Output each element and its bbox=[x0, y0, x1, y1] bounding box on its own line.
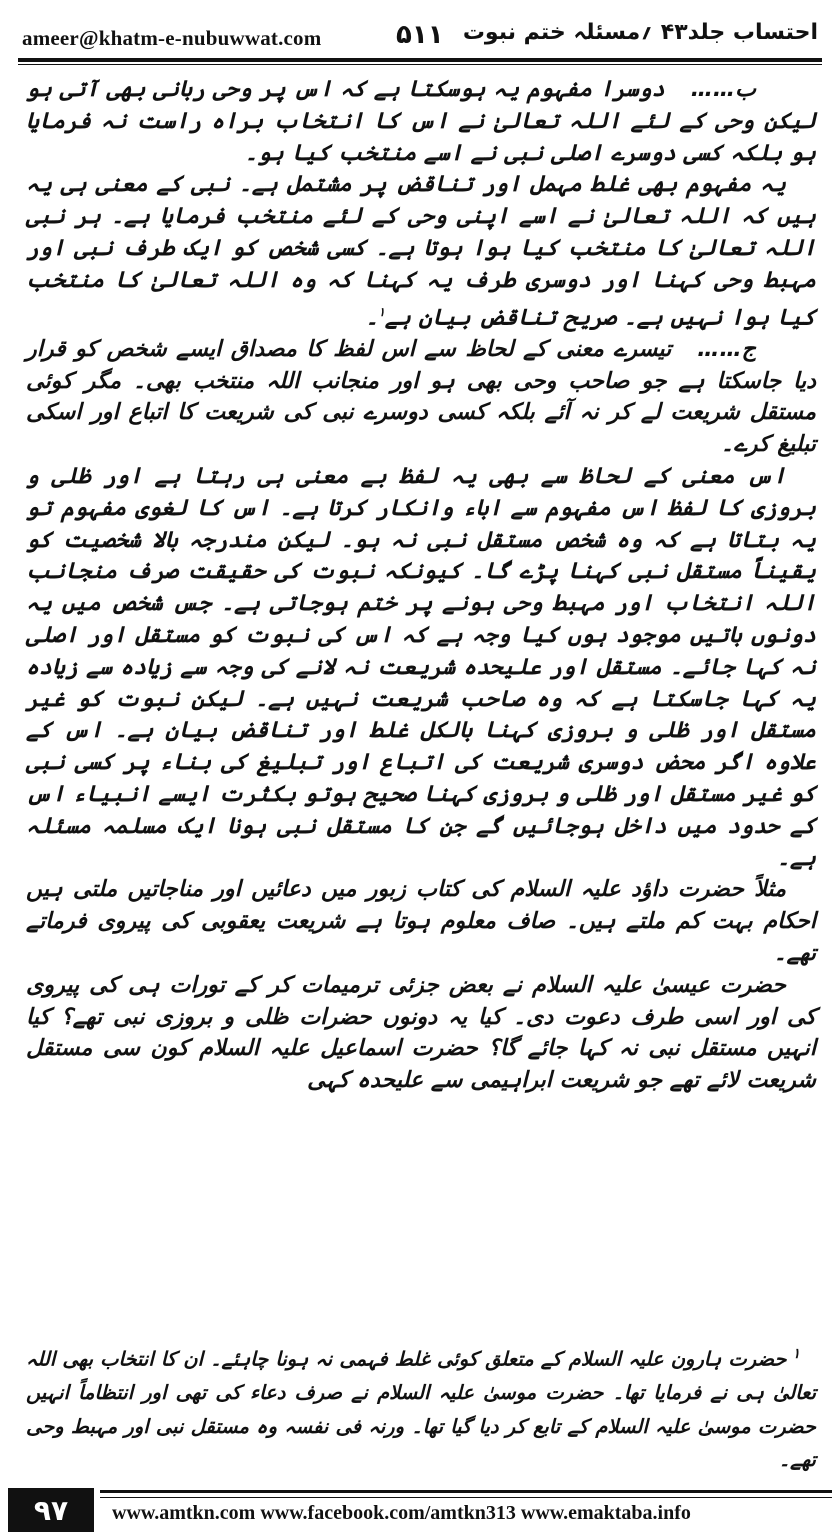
paragraph-text: اس معنی کے لحاظ سے بھی یہ لفظ بے معنی ہی رہتا ہے اور ظلی و بروزی کا لفظ اس مفہوم سے اباء وانکار کرتا ہے۔ اس کا لغوی مفہوم تو یہ بتاتا ہے کہ وہ شخص مستقل نبی نہ ہو۔ لیکن مندرجہ بالا شخصیت کو یقیناً مستقل نبی کہنا پڑے گا۔ کیونکہ نبوت کی حقیقت صرف منجانب اللہ انتخاب اور مہبط وحی ہونے پر ختم ہوجاتی ہے۔ جس شخص میں یہ دونوں باتیں موجود ہوں کیا وجہ ہے کہ اس کی نبوت کو مستقل اور اصلی نہ کہا جائے۔ مستقل اور علیحدہ شریعت نہ لانے کی وجہ سے زیادہ سے زیادہ یہ کہا جاسکتا ہے کہ وہ صاحب شریعت نہیں ہے۔ لیکن نبوت کو غیر مستقل اور ظلی و بروزی کہنا بالکل غلط اور تناقض بیان ہے۔ اس کے علاوہ اگر محض دوسری شریعت کی اتباع اور تبلیغ کی بناء پر کسی نبی کو غیر مستقل اور ظلی و بروزی کہنا صحیح ہوتو بکثرت ایسے انبیاء اس کے حدود میں داخل ہوجائیں گے جن کا مستقل نبی ہونا ایک مسلمہ مسئلہ ہے۔ bbox=[26, 462, 816, 871]
footnote-text: حضرت ہارون علیہ السلام کے متعلق کوئی غلط فہمی نہ ہونا چاہئے۔ ان کا انتخاب بھی اللہ تعالیٰ ہی نے فرمایا تھا۔ حضرت موسیٰ علیہ السلام نے صرف دعاء کی تھی اور انتظاماً انہیں حضرت موسیٰ علیہ السلام کے تابع کر دیا گیا تھا۔ ورنہ فی نفسہ وہ مستقل نبی اور مہبط وحی تھے۔ bbox=[26, 1347, 816, 1471]
paragraph: یہ مفہوم بھی غلط مہمل اور تناقض پر مشتمل ہے۔ نبی کے معنی ہی یہ ہیں کہ اللہ تعالیٰ نے اسے اپنی وحی کے لئے منتخب فرمایا ہے۔ ہر نبی اللہ تعالیٰ کا منتخب کیا ہوا ہوتا ہے۔ کسی شخص کو ایک طرف نبی اور مہبط وحی کہنا اور دوسری طرف یہ کہنا کہ وہ اللہ تعالیٰ کا منتخب کیا ہوا نہیں ہے۔ صریح تناقض بیان ہے$^۱$۔ bbox=[26, 171, 816, 330]
paragraph-text: حضرت عیسیٰ علیہ السلام نے بعض جزئی ترمیمات کر کے تورات ہی کی پیروی کی اور اسی طرف دعوت دی۔ کیا یہ دونوں حضرات ظلی و بروزی نبی تھے؟ کیا انہیں مستقل نبی نہ کہا جائے گا؟ حضرت اسماعیل علیہ السلام کون سی مستقل شریعت لائے تھے جو شریعت ابراہیمی سے علیحدہ کہی bbox=[26, 971, 816, 1094]
paragraph bbox=[26, 461, 816, 874]
paragraph-text: دوسرا مفہوم یہ ہوسکتا ہے کہ اس پر وحی ربانی بھی آتی ہو لیکن وحی کے لئے اللہ تعالیٰ نے اس کا انتخاب براہ راست نہ فرمایا ہو بلکہ کسی دوسرے اصلی نبی نے اسے منتخب کیا ہو۔ bbox=[26, 76, 816, 166]
header-rule-thick bbox=[18, 58, 822, 62]
footer-rule-thick bbox=[100, 1490, 832, 1493]
header-rule-thin bbox=[18, 64, 822, 65]
header-page-number: ۵۱۱ bbox=[396, 20, 444, 50]
footnote bbox=[26, 1338, 816, 1477]
footnote-number: ۱ bbox=[792, 1346, 800, 1362]
header-running-title: احتساب جلد۴۳ ؍مسئلہ ختم نبوت bbox=[462, 20, 818, 45]
footnote-ref: ۱ bbox=[378, 304, 385, 319]
footer-page-number: ۹۷ bbox=[8, 1488, 94, 1532]
paragraph-text: یہ مفہوم بھی غلط مہمل اور تناقض پر مشتمل ہے۔ نبی کے معنی ہی یہ ہیں کہ اللہ تعالیٰ نے اسے اپنی وحی کے لئے منتخب فرمایا ہے۔ ہر نبی اللہ تعالیٰ کا منتخب کیا ہوا ہوتا ہے۔ کسی شخص کو ایک طرف نبی اور مہبط وحی کہنا اور دوسری طرف یہ کہنا کہ وہ اللہ تعالیٰ کا منتخب کیا ہوا نہیں ہے۔ صریح تناقض بیان ہے bbox=[26, 171, 816, 330]
paragraph bbox=[26, 970, 816, 1097]
page-footer bbox=[8, 1484, 832, 1536]
paragraph-label: ج…… bbox=[697, 335, 756, 362]
body-text bbox=[26, 74, 816, 1097]
footer-links[interactable]: www.amtkn.com www.facebook.com/amtkn313 www.emaktaba.info bbox=[112, 1502, 691, 1524]
paragraph bbox=[26, 874, 816, 969]
footnote-paragraph bbox=[26, 1338, 816, 1477]
header-email: ameer@khatm-e-nubuwwat.com bbox=[22, 26, 322, 50]
paragraph-text: مثلاً حضرت داؤد علیہ السلام کی کتاب زبور میں دعائیں اور مناجاتیں ملتی ہیں احکام بہت کم ملتے ہیں۔ صاف معلوم ہوتا ہے شریعت یعقوبی کی پیروی فرماتے تھے۔ bbox=[26, 876, 816, 966]
paragraph-label: ب…… bbox=[690, 76, 756, 102]
paragraph-text: تیسرے معنی کے لحاظ سے اس لفظ کا مصداق ایسے شخص کو قرار دیا جاسکتا ہے جو صاحب وحی بھی ہو اور منجانب اللہ منتخب بھی۔ مگر کوئی مستقل شریعت لے کر نہ آئے بلکہ کسی دوسرے نبی کی شریعت کا اتباع اور اسکی تبلیغ کرے۔ bbox=[26, 335, 816, 458]
footer-rule-thin bbox=[100, 1497, 832, 1498]
paragraph-b bbox=[26, 74, 816, 169]
paragraph-j bbox=[26, 334, 816, 461]
page-header bbox=[18, 14, 822, 54]
